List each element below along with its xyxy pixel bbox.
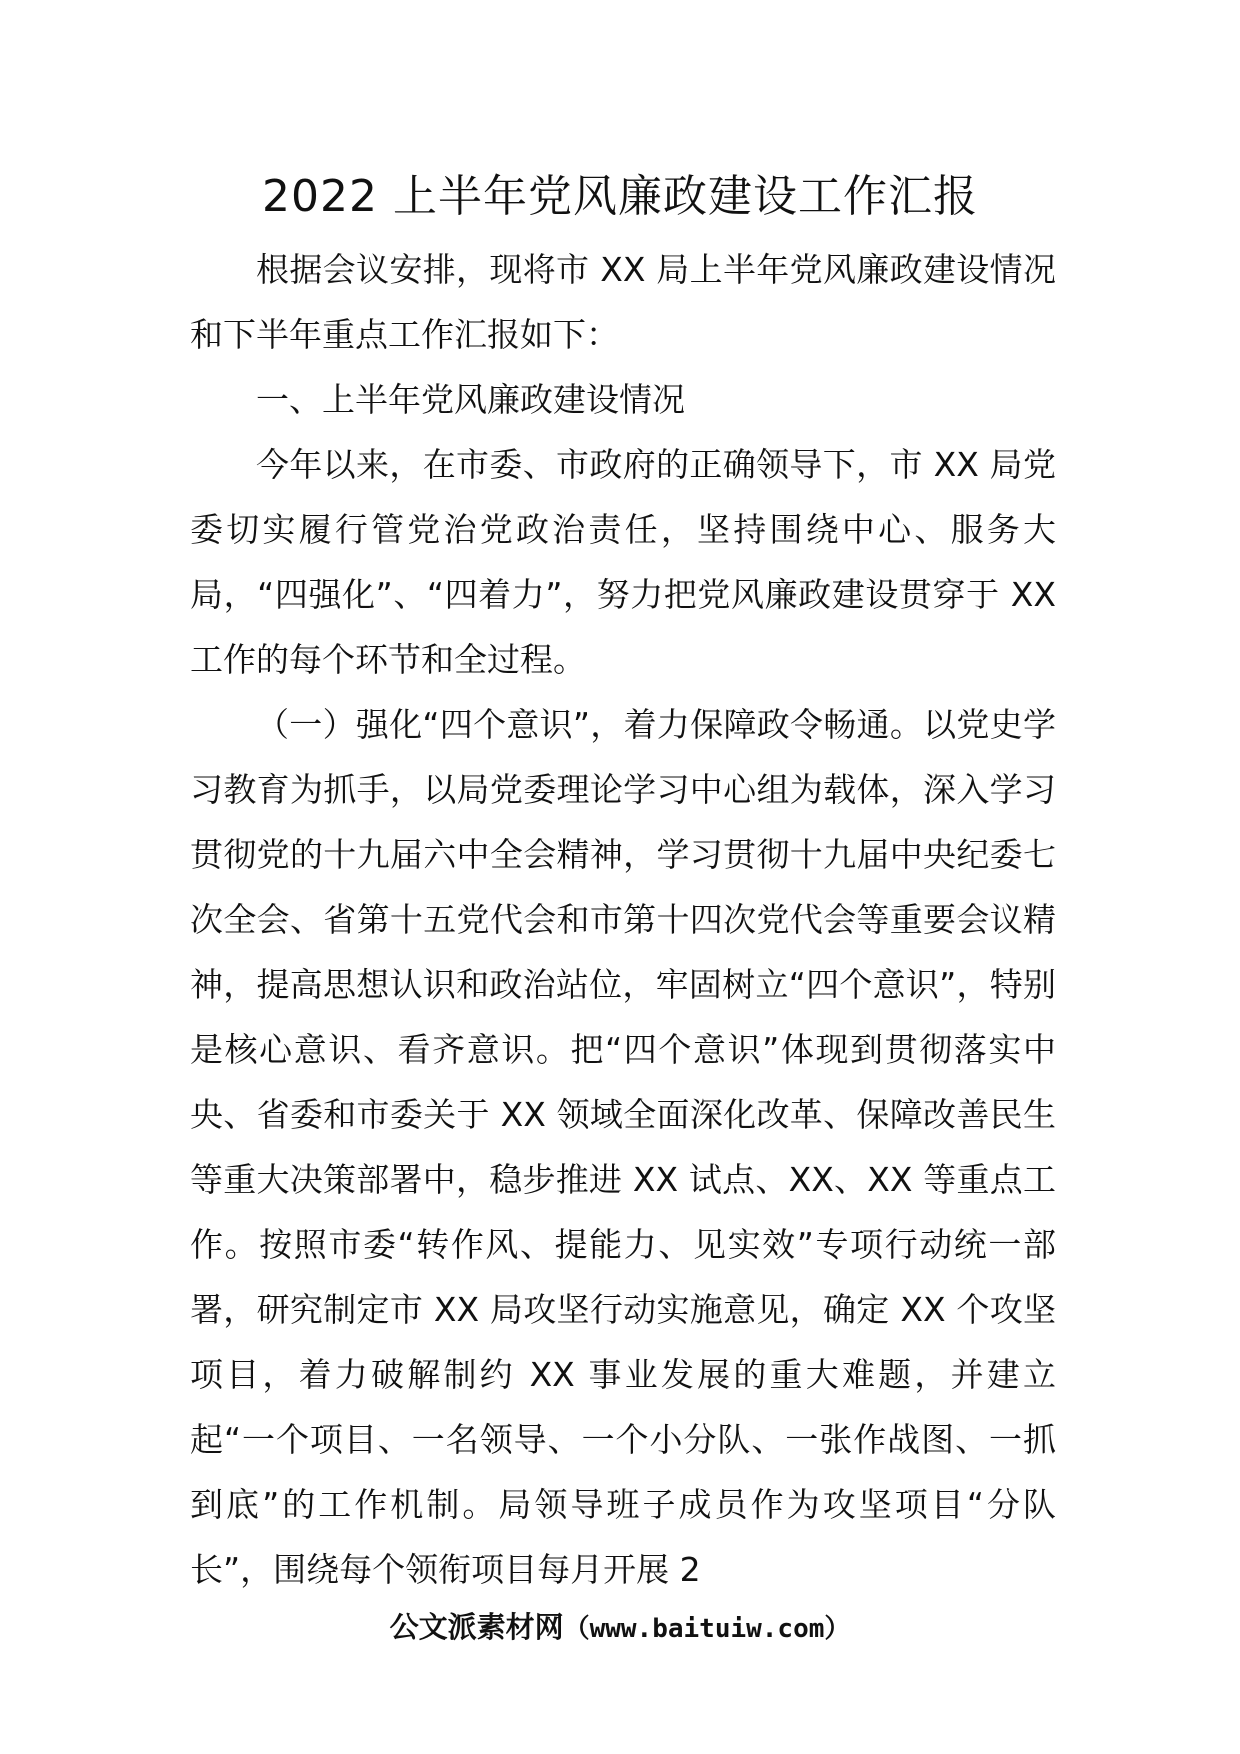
section-heading: 一、上半年党风廉政建设情况	[256, 380, 685, 419]
subsection-paragraph: （一）强化“四个意识”，着力保障政令畅通。以党史学习教育为抓手，以局党委理论学习中心组为载体，深入学习贯彻党的十九届六中全会精神，学习贯彻十九届中央纪委七次全会、省第十五党代会和市第十四次党代会等重要会议精神，提高思想认识和政治站位，牢固树立“四个意识”，特别是核心意识、看齐意识。把“四个意识”体现到贯彻落实中央、省委和市委关于 XX 领域全面深化改革、保障改善民生等重大决策部署中，稳步推进 XX 试点、XX、XX 等重点工作。按照市委“转作风、提能力、见实效”专项行动统一部署，研究制定市 XX 局攻坚行动实施意见，确定 XX 个攻坚项目，着力破解制约 XX 事业发展的重大难题，并建立起“一个项目、一名领导、一个小分队、一张作战图、一抓到底”的工作机制。局领导班子成员作为攻坚项目“分队长”，围绕每个领衔项目每月开展 2	[190, 705, 1056, 1589]
document-title: 2022 上半年党风廉政建设工作汇报	[262, 171, 978, 222]
footer-site-name: 公文派素材网	[389, 1610, 564, 1644]
footer-watermark	[0, 1607, 1240, 1649]
document-body	[190, 237, 1056, 1602]
footer-site-url: （www.baituiw.com）	[563, 1614, 851, 1644]
overview-paragraph: 今年以来，在市委、市政府的正确领导下，市 XX 局党委切实履行管党治党政治责任，坚持围绕中心、服务大局，“四强化”、“四着力”，努力把党风廉政建设贯穿于 XX 工作的每个环节和全过程。	[190, 445, 1056, 679]
intro-paragraph: 根据会议安排，现将市 XX 局上半年党风廉政建设情况和下半年重点工作汇报如下：	[190, 250, 1056, 354]
